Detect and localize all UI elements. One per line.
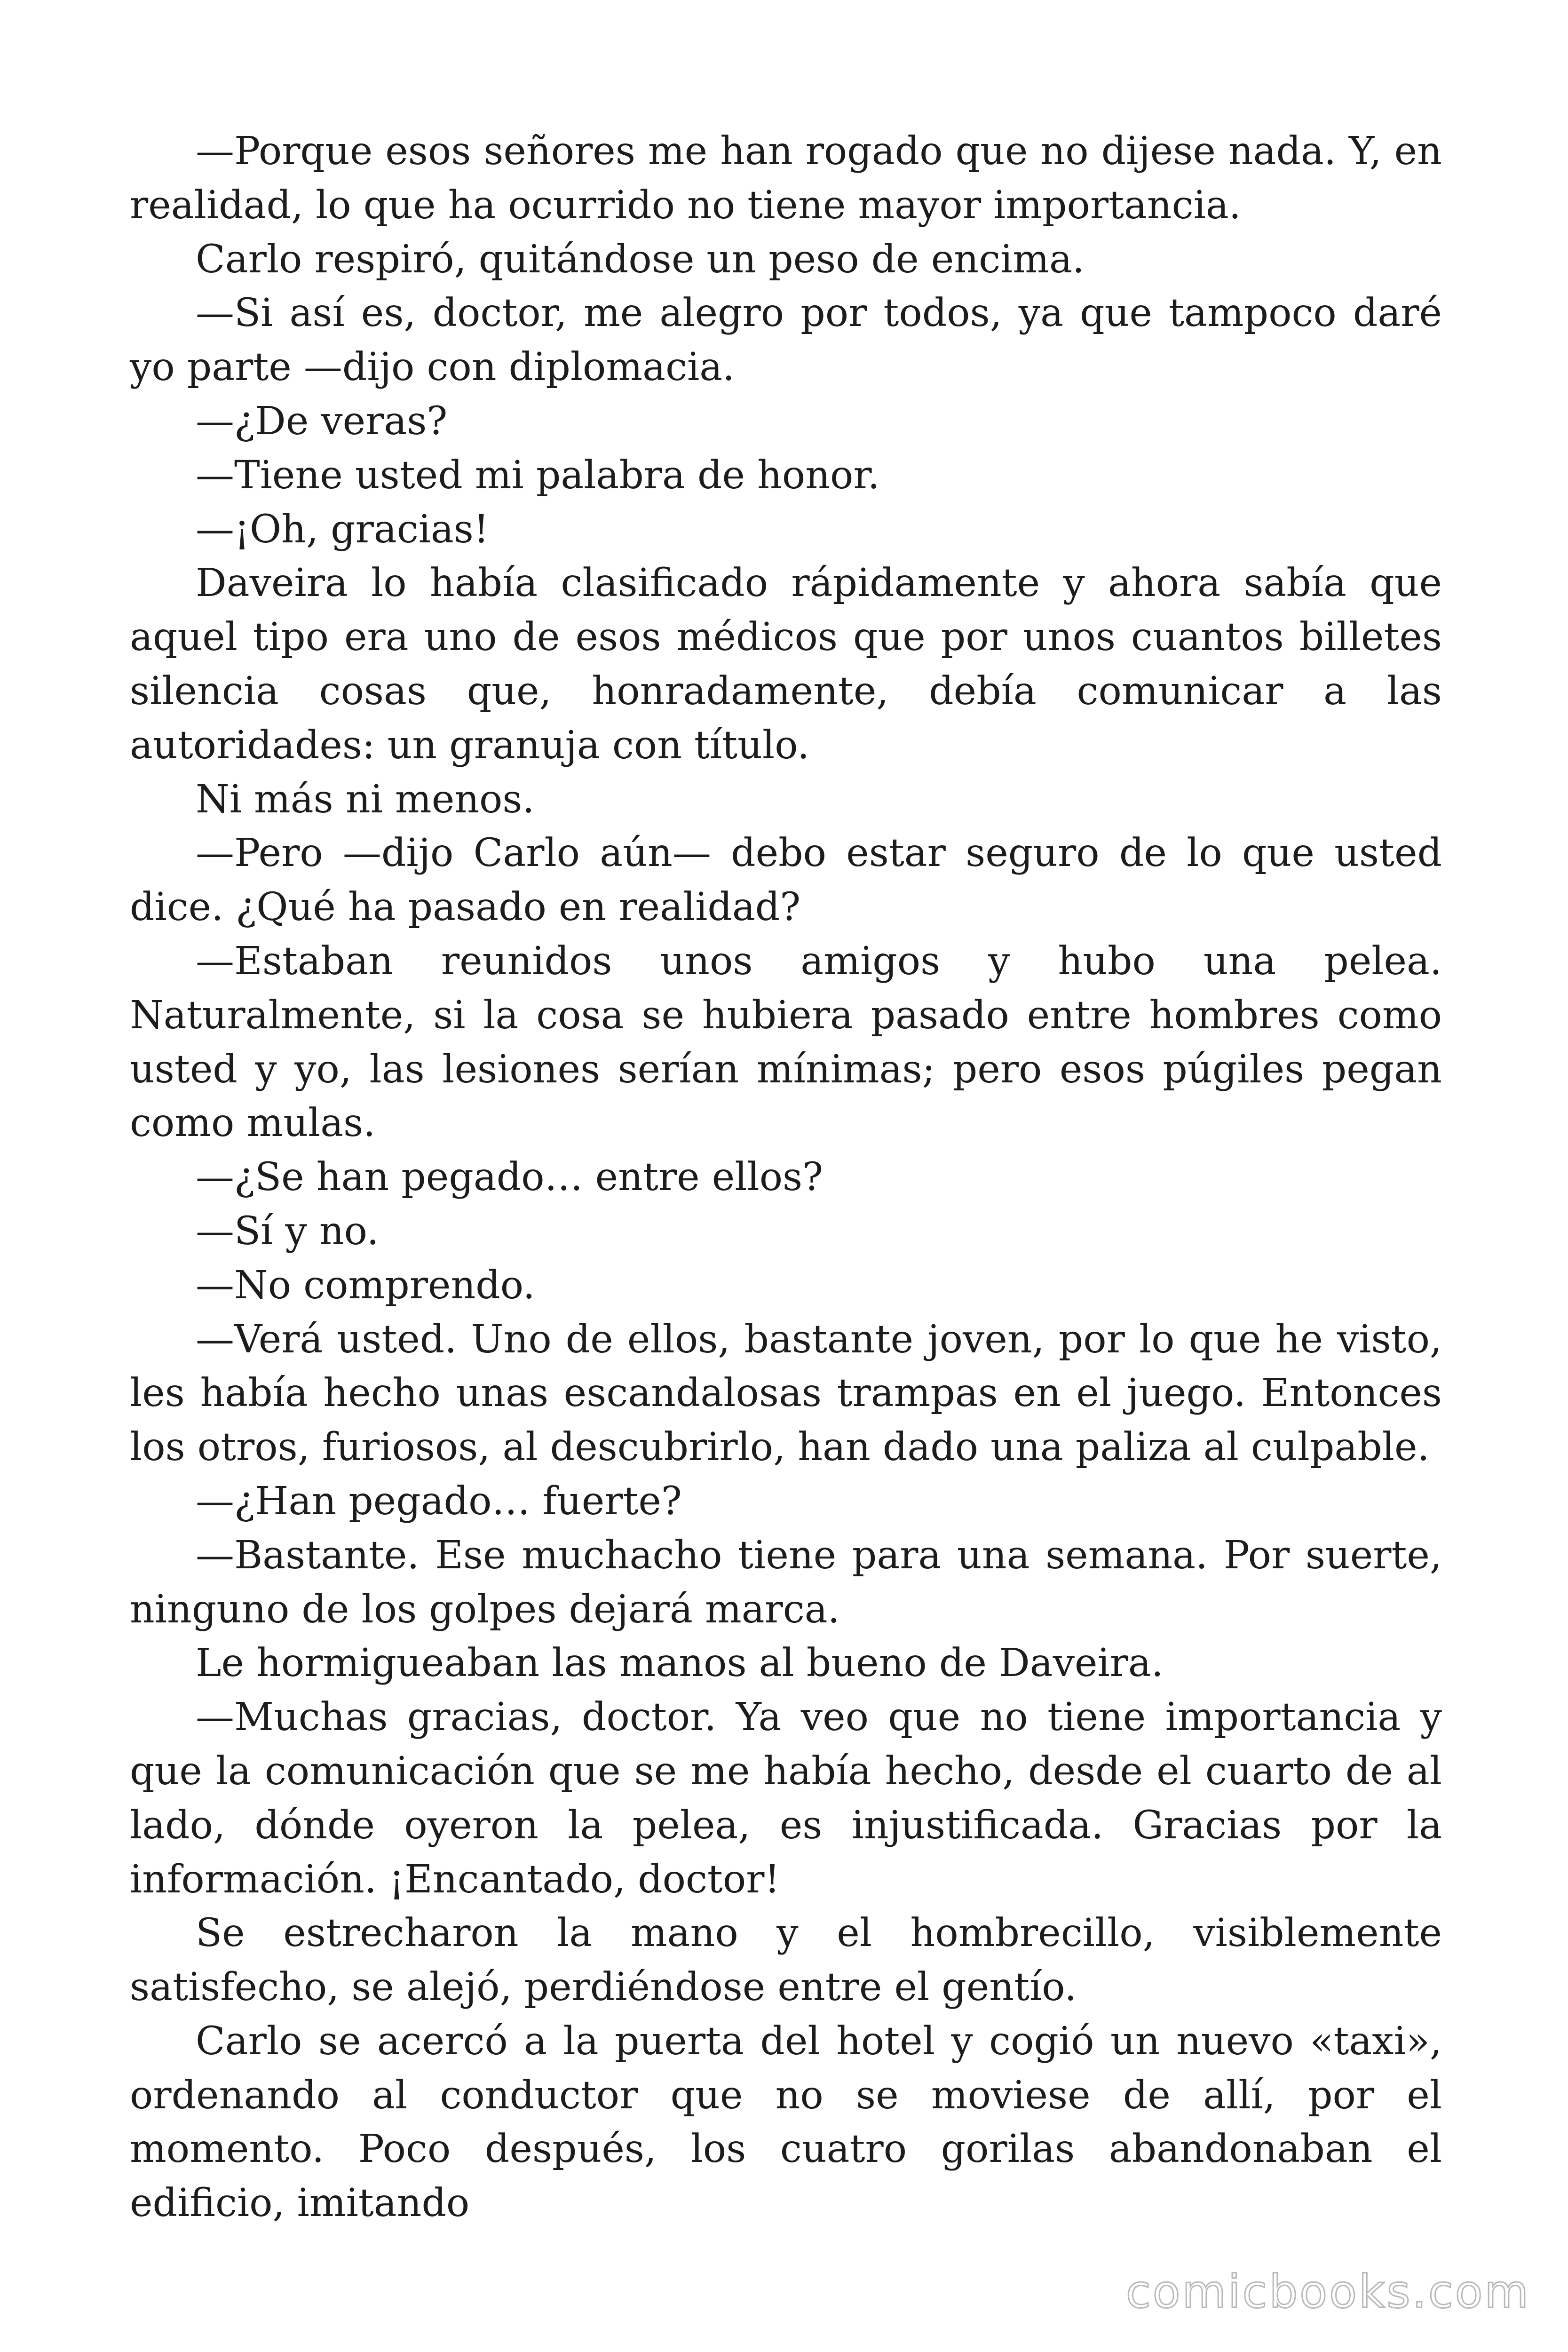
paragraph: Ni más ni menos.	[196, 777, 535, 822]
paragraph: Carlo se acercó a la puerta del hotel y cogió un nuevo «taxi», ordenando al conductor que no se moviese de allí, por el momento. Poco después, los cuatro gorilas abandonaban el edificio, imitando	[130, 2018, 1442, 2226]
paragraph: —¿De veras?	[196, 398, 448, 444]
paragraph: —No comprendo.	[196, 1263, 535, 1308]
paragraph: —¡Oh, gracias!	[196, 507, 489, 552]
page-body-text	[130, 125, 1442, 2231]
paragraph: —Pero —dijo Carlo aún— debo estar seguro de lo que usted dice. ¿Qué ha pasado en realidad?	[130, 831, 1442, 930]
paragraph: —¿Se han pegado… entre ellos?	[196, 1155, 824, 1200]
paragraph: —¿Han pegado… fuerte?	[196, 1478, 682, 1524]
watermark: comicbooks.com	[1125, 2265, 1530, 2318]
paragraph: —Porque esos señores me han rogado que no dijese nada. Y, en realidad, lo que ha ocurrido no tiene mayor importancia.	[130, 129, 1442, 228]
paragraph: —Bastante. Ese muchacho tiene para una semana. Por suerte, ninguno de los golpes dejará marca.	[130, 1533, 1442, 1632]
paragraph: —Estaban reunidos unos amigos y hubo una pelea. Naturalmente, si la cosa se hubiera pasado entre hombres como usted y yo, las lesiones serían mínimas; pero esos púgiles pegan como mulas.	[130, 938, 1442, 1146]
paragraph: Daveira lo había clasificado rápidamente y ahora sabía que aquel tipo era uno de esos médicos que por unos cuantos billetes silencia cosas que, honradamente, debía comunicar a las autoridades: un granuja con título.	[130, 561, 1442, 768]
paragraph: —Si así es, doctor, me alegro por todos, ya que tampoco daré yo parte —dijo con diplomacia.	[130, 291, 1442, 390]
paragraph: Se estrecharon la mano y el hombrecillo, visiblemente satisfecho, se alejó, perdiéndose entre el gentío.	[130, 1911, 1442, 2010]
paragraph: —Sí y no.	[196, 1208, 379, 1254]
paragraph: —Verá usted. Uno de ellos, bastante joven, por lo que he visto, les había hecho unas escandalosas trampas en el juego. Entonces los otros, furiosos, al descubrirlo, han dado una paliza al culpable.	[130, 1317, 1442, 1470]
paragraph: Carlo respiró, quitándose un peso de encima.	[196, 237, 1085, 282]
paragraph: Le hormigueaban las manos al bueno de Daveira.	[196, 1641, 1164, 1686]
paragraph: —Muchas gracias, doctor. Ya veo que no tiene importancia y que la comunicación que se me había hecho, desde el cuarto de al lado, dónde oyeron la pelea, es injustificada. Gracias por la información. ¡Encantado, doctor!	[130, 1695, 1442, 1902]
paragraph: —Tiene usted mi palabra de honor.	[196, 453, 880, 498]
